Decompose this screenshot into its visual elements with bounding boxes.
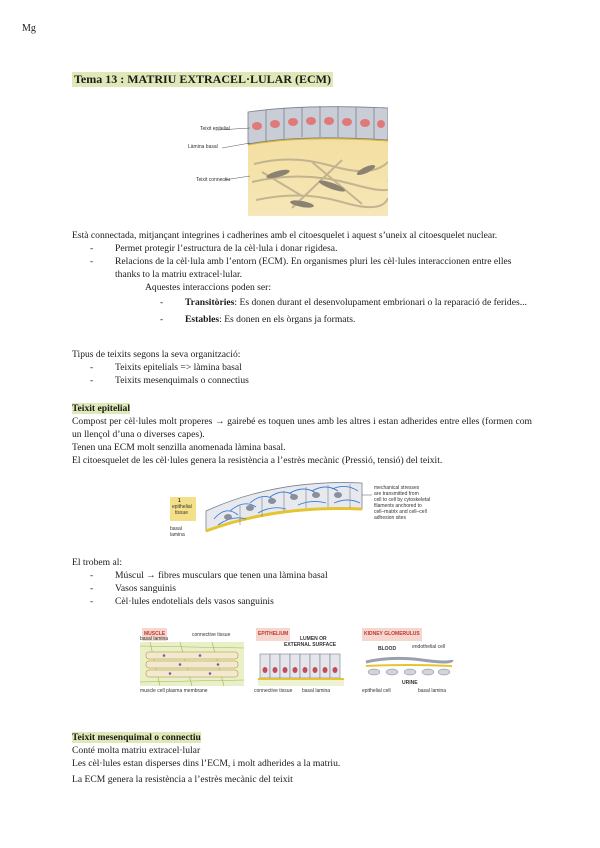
panel-label: basal lamina: [418, 688, 447, 694]
interactions-title: Aquestes interaccions poden ser:: [145, 282, 272, 293]
types-item: - Teixits epitelials => làmina basal: [90, 361, 532, 374]
panel-label: epithelial cell: [362, 688, 391, 694]
panel-muscle: [136, 626, 246, 696]
interaction-item: [160, 313, 532, 326]
epithelial-p1: Compost per cèl·lules molt properes → gairebé es toquen unes amb les altres i estan adherides entre elles (formen com un llençol d’una o diverses capes).: [72, 416, 532, 440]
mesenchymal-line: La ECM genera la resistència a l’estrès mecànic del teixit: [72, 774, 293, 785]
panel-label: BLOOD: [378, 646, 397, 652]
interaction-term: Estables: [185, 314, 220, 325]
fig2-note: adhesion sites: [374, 515, 406, 521]
found-item: - Múscul → fibres musculars que tenen una làmina basal: [90, 569, 532, 582]
figure-basal-lamina-locations: [136, 626, 458, 696]
epithelial-p3: El citoesquelet de les cèl·lules genera la resistència a l’estrès mecànic (Pressió, tensió) del teixit.: [72, 455, 443, 466]
fig2-note: filaments anchored to: [374, 503, 422, 509]
interaction-text: : Es donen en els òrgans ja formats.: [219, 314, 356, 325]
intro-bullet: - Permet protegir l’estructura de la cèl·lula i donar rigidesa.: [90, 242, 532, 255]
interaction-item: [160, 296, 532, 309]
fig1-label-basal: Làmina basal: [188, 144, 218, 150]
types-title: Tipus de teixits segons la seva organització:: [72, 349, 241, 360]
panel-label: basal lamina: [302, 688, 331, 694]
fig2-label: lamina: [170, 532, 185, 538]
panel-label: EXTERNAL SURFACE: [284, 642, 337, 648]
fig2-label: epithelial: [172, 504, 192, 510]
found-item: - Cèl·lules endotelials dels vasos sanguinis: [90, 595, 532, 608]
page-title: Tema 13 : MATRIU EXTRACEL·LULAR (ECM): [74, 72, 332, 86]
panel-label: muscle cell plasma membrane: [140, 688, 208, 694]
figure-mechanical-stress: [166, 475, 436, 541]
fig2-label: 1: [178, 498, 181, 504]
interaction-text: : Es donen durant el desenvolupament embrionari o la reparació de ferides...: [234, 297, 527, 308]
epithelial-heading: Teixit epitelial: [72, 403, 131, 414]
mesenchymal-heading: Teixit mesenquimal o connectiu: [72, 732, 201, 743]
figure-epithelium-connective: [182, 104, 388, 216]
intro-bullet: - Relacions de la cèl·lula amb l’entorn (ECM). En organismes pluri les cèl·lules interaccionen entre elles thanks to la matriu extracel·lular.: [90, 255, 532, 281]
glomerulus-diagram: [362, 654, 454, 680]
found-title: El trobem al:: [72, 557, 123, 568]
panel-title: MUSCLE: [142, 628, 167, 641]
panel-label: connective tissue: [192, 632, 231, 638]
fig2-label: basal: [170, 526, 182, 532]
interaction-term: Transitòries: [185, 297, 235, 308]
fig2-label: tissue: [175, 510, 189, 516]
panel-label: connective tissue: [254, 688, 293, 694]
header-initials: Mg: [22, 23, 36, 34]
panel-label: LUMEN OR: [300, 636, 327, 642]
fig2-note: mechanical stresses: [374, 485, 420, 491]
fig2-note: are transmitted from: [374, 491, 419, 497]
panel-epithelium: [254, 626, 346, 696]
fig1-label-epithelial: Teixit epitelial: [200, 126, 230, 132]
panel-label: URINE: [402, 680, 418, 686]
types-item: - Teixits mesenquimals o connectius: [90, 374, 532, 387]
panel-kidney: [358, 626, 458, 696]
mesenchymal-line: Les cèl·lules estan disperses dins l’ECM, i molt adherides a la matriu.: [72, 758, 341, 769]
epithelium-diagram: [182, 104, 388, 216]
fig2-note: cell to cell by cytoskeletal: [374, 497, 431, 503]
mesenchymal-line: Conté molta matriu extracel·lular: [72, 745, 201, 756]
panel-label: basal lamina: [140, 636, 169, 642]
found-item: - Vasos sanguinis: [90, 582, 532, 595]
fig2-note: cell–matrix and cell–cell: [374, 509, 427, 515]
panel-label: endothelial cell: [412, 644, 446, 650]
intro-text: Està connectada, mitjançant integrines i cadherines amb el citoesquelet i aquest s’uneix al citoesquelet nuclear.: [72, 230, 498, 241]
panel-title: EPITHELIUM: [256, 628, 290, 641]
fig1-label-connective: Teixit connectiu: [196, 177, 231, 183]
muscle-diagram: [140, 642, 244, 686]
epithelial-p2: Tenen una ECM molt senzilla anomenada làmina basal.: [72, 442, 286, 453]
epithelium-cells-diagram: [258, 652, 344, 686]
panel-title: KIDNEY GLOMERULUS: [362, 628, 422, 641]
